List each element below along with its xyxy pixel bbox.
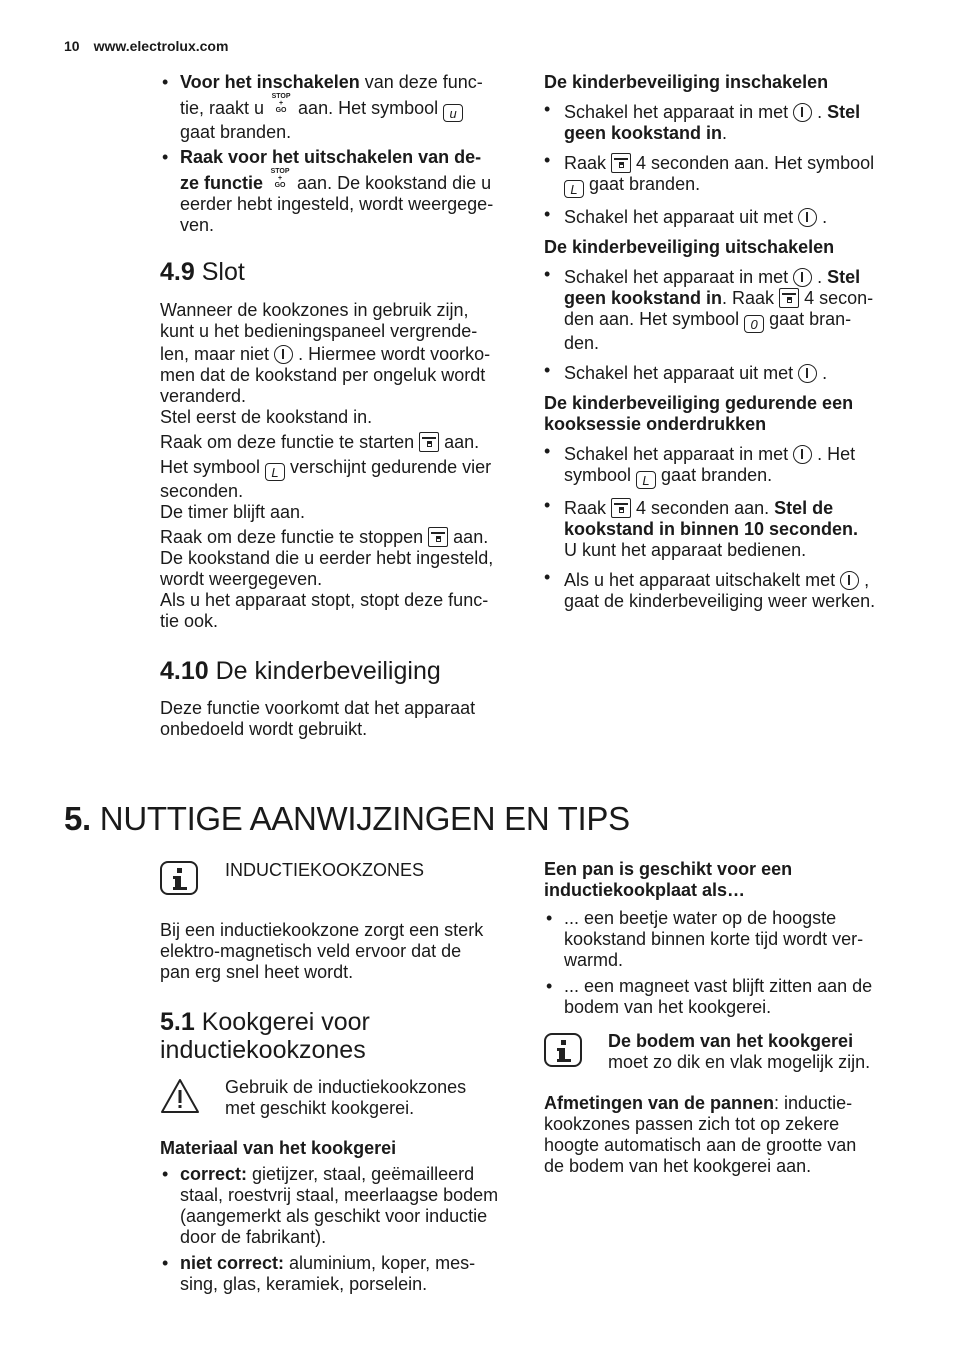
list-item [160, 147, 510, 236]
text: wordt weergegeven. [160, 569, 323, 589]
subheading: De kinderbeveiliging inschakelen [544, 72, 829, 92]
page-header [64, 38, 228, 54]
site-url: www.electrolux.com [93, 38, 229, 54]
info-icon [544, 1033, 582, 1072]
lock-icon [611, 498, 631, 518]
bold-text: Raak voor het uitschakelen van de- [180, 147, 482, 167]
text: . Hiermee wordt voorko- [293, 344, 491, 364]
list-item: • Schakel het apparaat uit met . [544, 207, 894, 228]
lock-icon [428, 527, 448, 547]
power-icon [798, 208, 817, 227]
section-4-10-body [160, 698, 510, 740]
zero-symbol-icon: 0 [744, 315, 764, 333]
stop-go-icon: STOP + GO [271, 93, 291, 114]
subheading: Materiaal van het kookgerei [160, 1138, 397, 1158]
switch-on-off-list [160, 72, 510, 236]
list-item: • Schakel het apparaat in met . Stel geen kookstand in. Raak 4 secon- den aan. Het symbool 0 gaat bran- den. [544, 267, 894, 354]
section-heading-5-1: 5.1 Kookgerei voor inductiekookzones [160, 1008, 370, 1064]
text: eerder hebt ingesteld, wordt weergege- [180, 194, 494, 214]
text: men dat de kookstand per ongeluk wordt [160, 365, 486, 385]
lock-icon [419, 432, 439, 452]
text: ven. [180, 215, 215, 235]
cookware-material [160, 1138, 510, 1295]
section-heading-4-9: 4.9 Slot [160, 258, 245, 286]
power-icon [274, 345, 293, 364]
section-heading-4-10: 4.10 De kinderbeveiliging [160, 657, 441, 685]
text: onbedoeld wordt gebruikt. [160, 719, 368, 739]
text: aan. [439, 432, 480, 452]
text: Raak om deze functie te stoppen [160, 527, 429, 547]
lock-icon [779, 288, 799, 308]
warning-text: Gebruik de inductiekookzones met geschikt kookgerei. [225, 1077, 467, 1118]
text: Raak om deze functie te starten [160, 432, 420, 452]
text: len, maar niet [160, 344, 275, 364]
text: Het symbool [160, 457, 266, 477]
stop-go-icon: STOP + GO [270, 168, 290, 189]
text: Wanneer de kookzones in gebruik zijn, [160, 300, 469, 320]
text: tie ook. [160, 611, 219, 631]
list-item: • niet correct: aluminium, koper, mes- sing, glas, keramiek, porselein. [160, 1253, 510, 1295]
list-item: • Als u het apparaat uitschakelt met , gaat de kinderbeveiliging weer werken. [544, 570, 894, 612]
text: veranderd. [160, 386, 247, 406]
chapter-heading-5: 5. NUTTIGE AANWIJZINGEN EN TIPS [64, 800, 630, 837]
pan-suitability [544, 859, 894, 1018]
text: van deze func- [359, 72, 483, 92]
bold-text: Voor het inschakelen [180, 72, 360, 92]
text: verschijnt gedurende vier [285, 457, 492, 477]
L-symbol-icon: L [265, 463, 285, 481]
text: seconden. [160, 481, 244, 501]
list-item: • Schakel het apparaat uit met . [544, 363, 894, 384]
power-icon [840, 571, 859, 590]
text: aan. Het symbool [293, 98, 444, 118]
pan-size-text: Afmetingen van de pannen: inductie- kookzones passen zich tot op zekere hoogte automatisch aan de grootte van de bodem van het kookgerei aan. [544, 1093, 857, 1176]
L-symbol-icon: L [636, 471, 656, 489]
power-icon [793, 445, 812, 464]
text: gaat branden. [180, 122, 292, 142]
bold-text: ze functie [180, 173, 264, 193]
text: aan. [448, 527, 489, 547]
text: Als u het apparaat stopt, stopt deze func- [160, 590, 489, 610]
power-icon [793, 268, 812, 287]
text: Stel eerst de kookstand in. [160, 407, 373, 427]
list-item: • Raak 4 seconden aan. Het symbool L gaat branden. [544, 153, 894, 198]
list-item [160, 72, 510, 143]
u-symbol-icon: u [443, 104, 463, 122]
warning-icon [160, 1078, 200, 1119]
subheading: Een pan is geschikt voor een inductiekookplaat als… [544, 859, 793, 900]
list-item: • correct: gietijzer, staal, geëmailleerd staal, roestvrij staal, meerlaagse bodem (aangemerkt als geschikt voor inductie door de fabrikant). [160, 1164, 510, 1248]
child-lock-instructions [544, 72, 894, 612]
power-icon [793, 103, 812, 122]
list-item: • ... een beetje water op de hoogste kookstand binnen korte tijd wordt ver- warmd. [544, 908, 894, 971]
info-icon [160, 861, 198, 900]
text: Deze functie voorkomt dat het apparaat [160, 698, 476, 718]
list-item: • ... een magneet vast blijft zitten aan de bodem van het kookgerei. [544, 976, 894, 1018]
info-note: De bodem van het kookgerei moet zo dik en vlak mogelijk zijn. [608, 1031, 871, 1072]
induction-intro: Bij een inductiekookzone zorgt een sterk elektro-magnetisch veld ervoor dat de pan erg snel heet wordt. [160, 920, 484, 982]
section-4-9-body [160, 300, 510, 632]
text: De timer blijft aan. [160, 502, 306, 522]
text: tie, raakt u [180, 98, 270, 118]
text: aan. De kookstand die u [292, 173, 492, 193]
text: kunt u het bedieningspaneel vergrende- [160, 321, 478, 341]
subheading: De kinderbeveiliging uitschakelen [544, 237, 835, 257]
info-label: INDUCTIEKOOKZONES [225, 860, 425, 880]
lock-icon [611, 153, 631, 173]
L-symbol-icon: L [564, 180, 584, 198]
list-item: • Schakel het apparaat in met . Het symbool L gaat branden. [544, 444, 894, 489]
list-item: • Schakel het apparaat in met . Stel geen kookstand in. [544, 102, 894, 144]
text: De kookstand die u eerder hebt ingesteld, [160, 548, 494, 568]
subheading: De kinderbeveiliging gedurende een kooksessie onderdrukken [544, 393, 854, 434]
list-item: • Raak 4 seconden aan. Stel de kookstand in binnen 10 seconden. U kunt het apparaat bedienen. [544, 498, 894, 561]
power-icon [798, 364, 817, 383]
page-number: 10 [64, 38, 80, 54]
